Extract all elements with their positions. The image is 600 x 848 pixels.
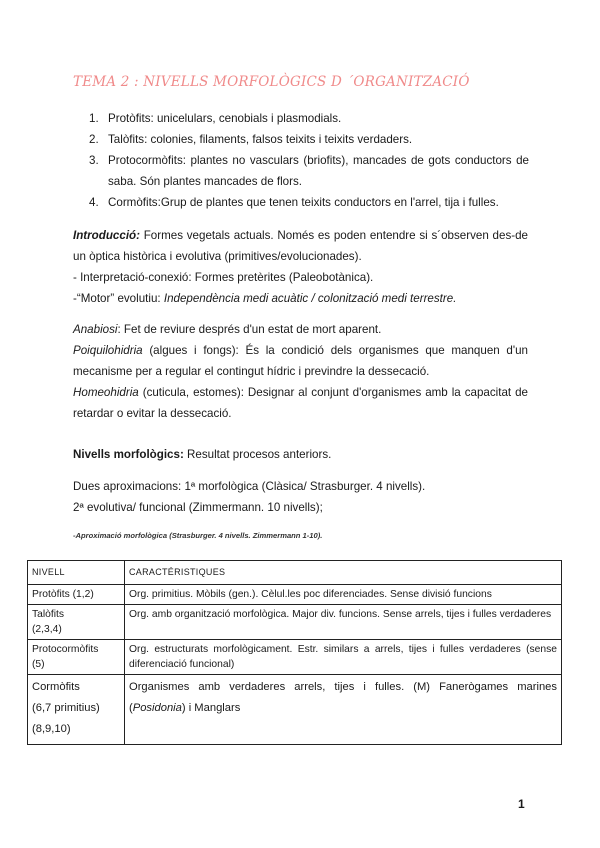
intro-heading: Introducció:: [73, 229, 140, 242]
page-title: TEMA 2 : NIVELLS MORFOLÒGICS D ´ORGANITZACIÓ: [73, 74, 470, 90]
level-name: Protòfits (1,2): [32, 589, 94, 600]
list-item: [89, 129, 529, 150]
list-number: 3.: [89, 154, 99, 167]
term-definition: : Fet de reviure després d'un estat de mort aparent.: [117, 323, 382, 336]
nivells-heading: Nivells morfològics:: [73, 448, 184, 461]
characteristics-text: ) i Manglars: [181, 702, 241, 714]
level-cell: [28, 585, 125, 605]
level-cell: [28, 675, 125, 745]
table-row: [28, 605, 562, 640]
morphological-levels-list: [89, 108, 529, 213]
characteristics-cell: Org. estructurats morfològicament. Estr. similars a arrels, tijes i fulles verdaderes (sense diferenciació funcional): [125, 640, 562, 675]
list-item: [89, 150, 529, 192]
level-name: Protocormòfits: [32, 644, 99, 655]
introduction-section: [73, 225, 528, 309]
approaches-section: [73, 476, 528, 518]
intro-motor-label: -“Motor” evolutiu:: [73, 292, 164, 305]
table-row: [28, 585, 562, 605]
nivells-section: [73, 444, 528, 465]
list-text: Protòfits: unicelulars, cenobials i plasmodials.: [108, 112, 342, 125]
page-number: 1: [518, 797, 525, 811]
level-range: (2,3,4): [32, 624, 62, 635]
level-range: (8,9,10): [32, 723, 71, 735]
level-cell: [28, 605, 125, 640]
table-header-row: [28, 561, 562, 585]
characteristics-text: Organismes amb verdaderes arrels, tijes i fulles. (M) Fanerògames marines (: [129, 681, 557, 714]
intro-text: Formes vegetals actuals. Només es poden entendre si s´observen des-de un òptica històrica i evolutiva (primitives/evolucionades).: [73, 229, 528, 263]
list-number: 4.: [89, 196, 99, 209]
level-range: (5): [32, 659, 45, 670]
level-name: Cormòfits: [32, 681, 80, 693]
level-cell: [28, 640, 125, 675]
level-name: Talòfits: [32, 609, 65, 620]
table-row: [28, 675, 562, 745]
list-item: [89, 108, 529, 129]
list-text: Cormòfits:Grup de plantes que tenen teixits conductors en l'arrel, tija i fulles.: [108, 196, 499, 209]
posidonia-text: Posidonia: [132, 702, 182, 714]
term-definition: (cuticula, estomes): Designar al conjunt d'organismes amb la capacitat de retardar o evitar la dessecació.: [73, 386, 528, 420]
intro-motor-text: Independència medi acuàtic / colonització medi terrestre.: [163, 292, 457, 305]
column-header-level: NIVELL: [28, 561, 125, 585]
approach-morphological: Dues aproximacions: 1ª morfològica (Clàsica/ Strasburger. 4 nivells).: [73, 480, 426, 493]
term-anabiosi: Anabiosi: [73, 323, 118, 336]
list-text: Protocormòfits: plantes no vasculars (briofits), mancades de gots conductors de saba. Són plantes mancades de flors.: [108, 154, 529, 188]
column-header-characteristics: CARACTÉRISTIQUES: [125, 561, 562, 585]
term-poiquilohidria: Poiquilohidria: [73, 344, 143, 357]
nivells-text: Resultat procesos anteriors.: [183, 448, 332, 461]
list-item: [89, 192, 529, 213]
characteristics-cell: [125, 675, 562, 745]
term-homeohidria: Homeohidria: [73, 386, 139, 399]
approach-evolutive: 2ª evolutiva/ funcional (Zimmermann. 10 nivells);: [73, 501, 323, 514]
list-number: 1.: [89, 112, 99, 125]
table-caption: -Aproximació morfològica (Strasburger. 4 nivells. Zimmermann 1-10).: [73, 531, 323, 540]
characteristics-cell: Org. primitius. Mòbils (gen.). Cèlul.les poc diferenciades. Sense divisió funcions: [125, 585, 562, 605]
terms-section: [73, 319, 528, 424]
list-number: 2.: [89, 133, 99, 146]
table-row: [28, 640, 562, 675]
intro-interpretation: - Interpretació-conexió: Formes pretèrites (Paleobotànica).: [73, 271, 374, 284]
characteristics-cell: Org. amb organització morfològica. Major div. funcions. Sense arrels, tijes i fulles verdaderes: [125, 605, 562, 640]
levels-table: [27, 560, 562, 745]
level-range: (6,7 primitius): [32, 702, 100, 714]
list-text: Talòfits: colonies, filaments, falsos teixits i teixits verdaders.: [108, 133, 413, 146]
term-definition: (algues i fongs): És la condició dels organismes que manquen d'un mecanisme per a regular el contingut hídric i previndre la dessecació.: [73, 344, 528, 378]
